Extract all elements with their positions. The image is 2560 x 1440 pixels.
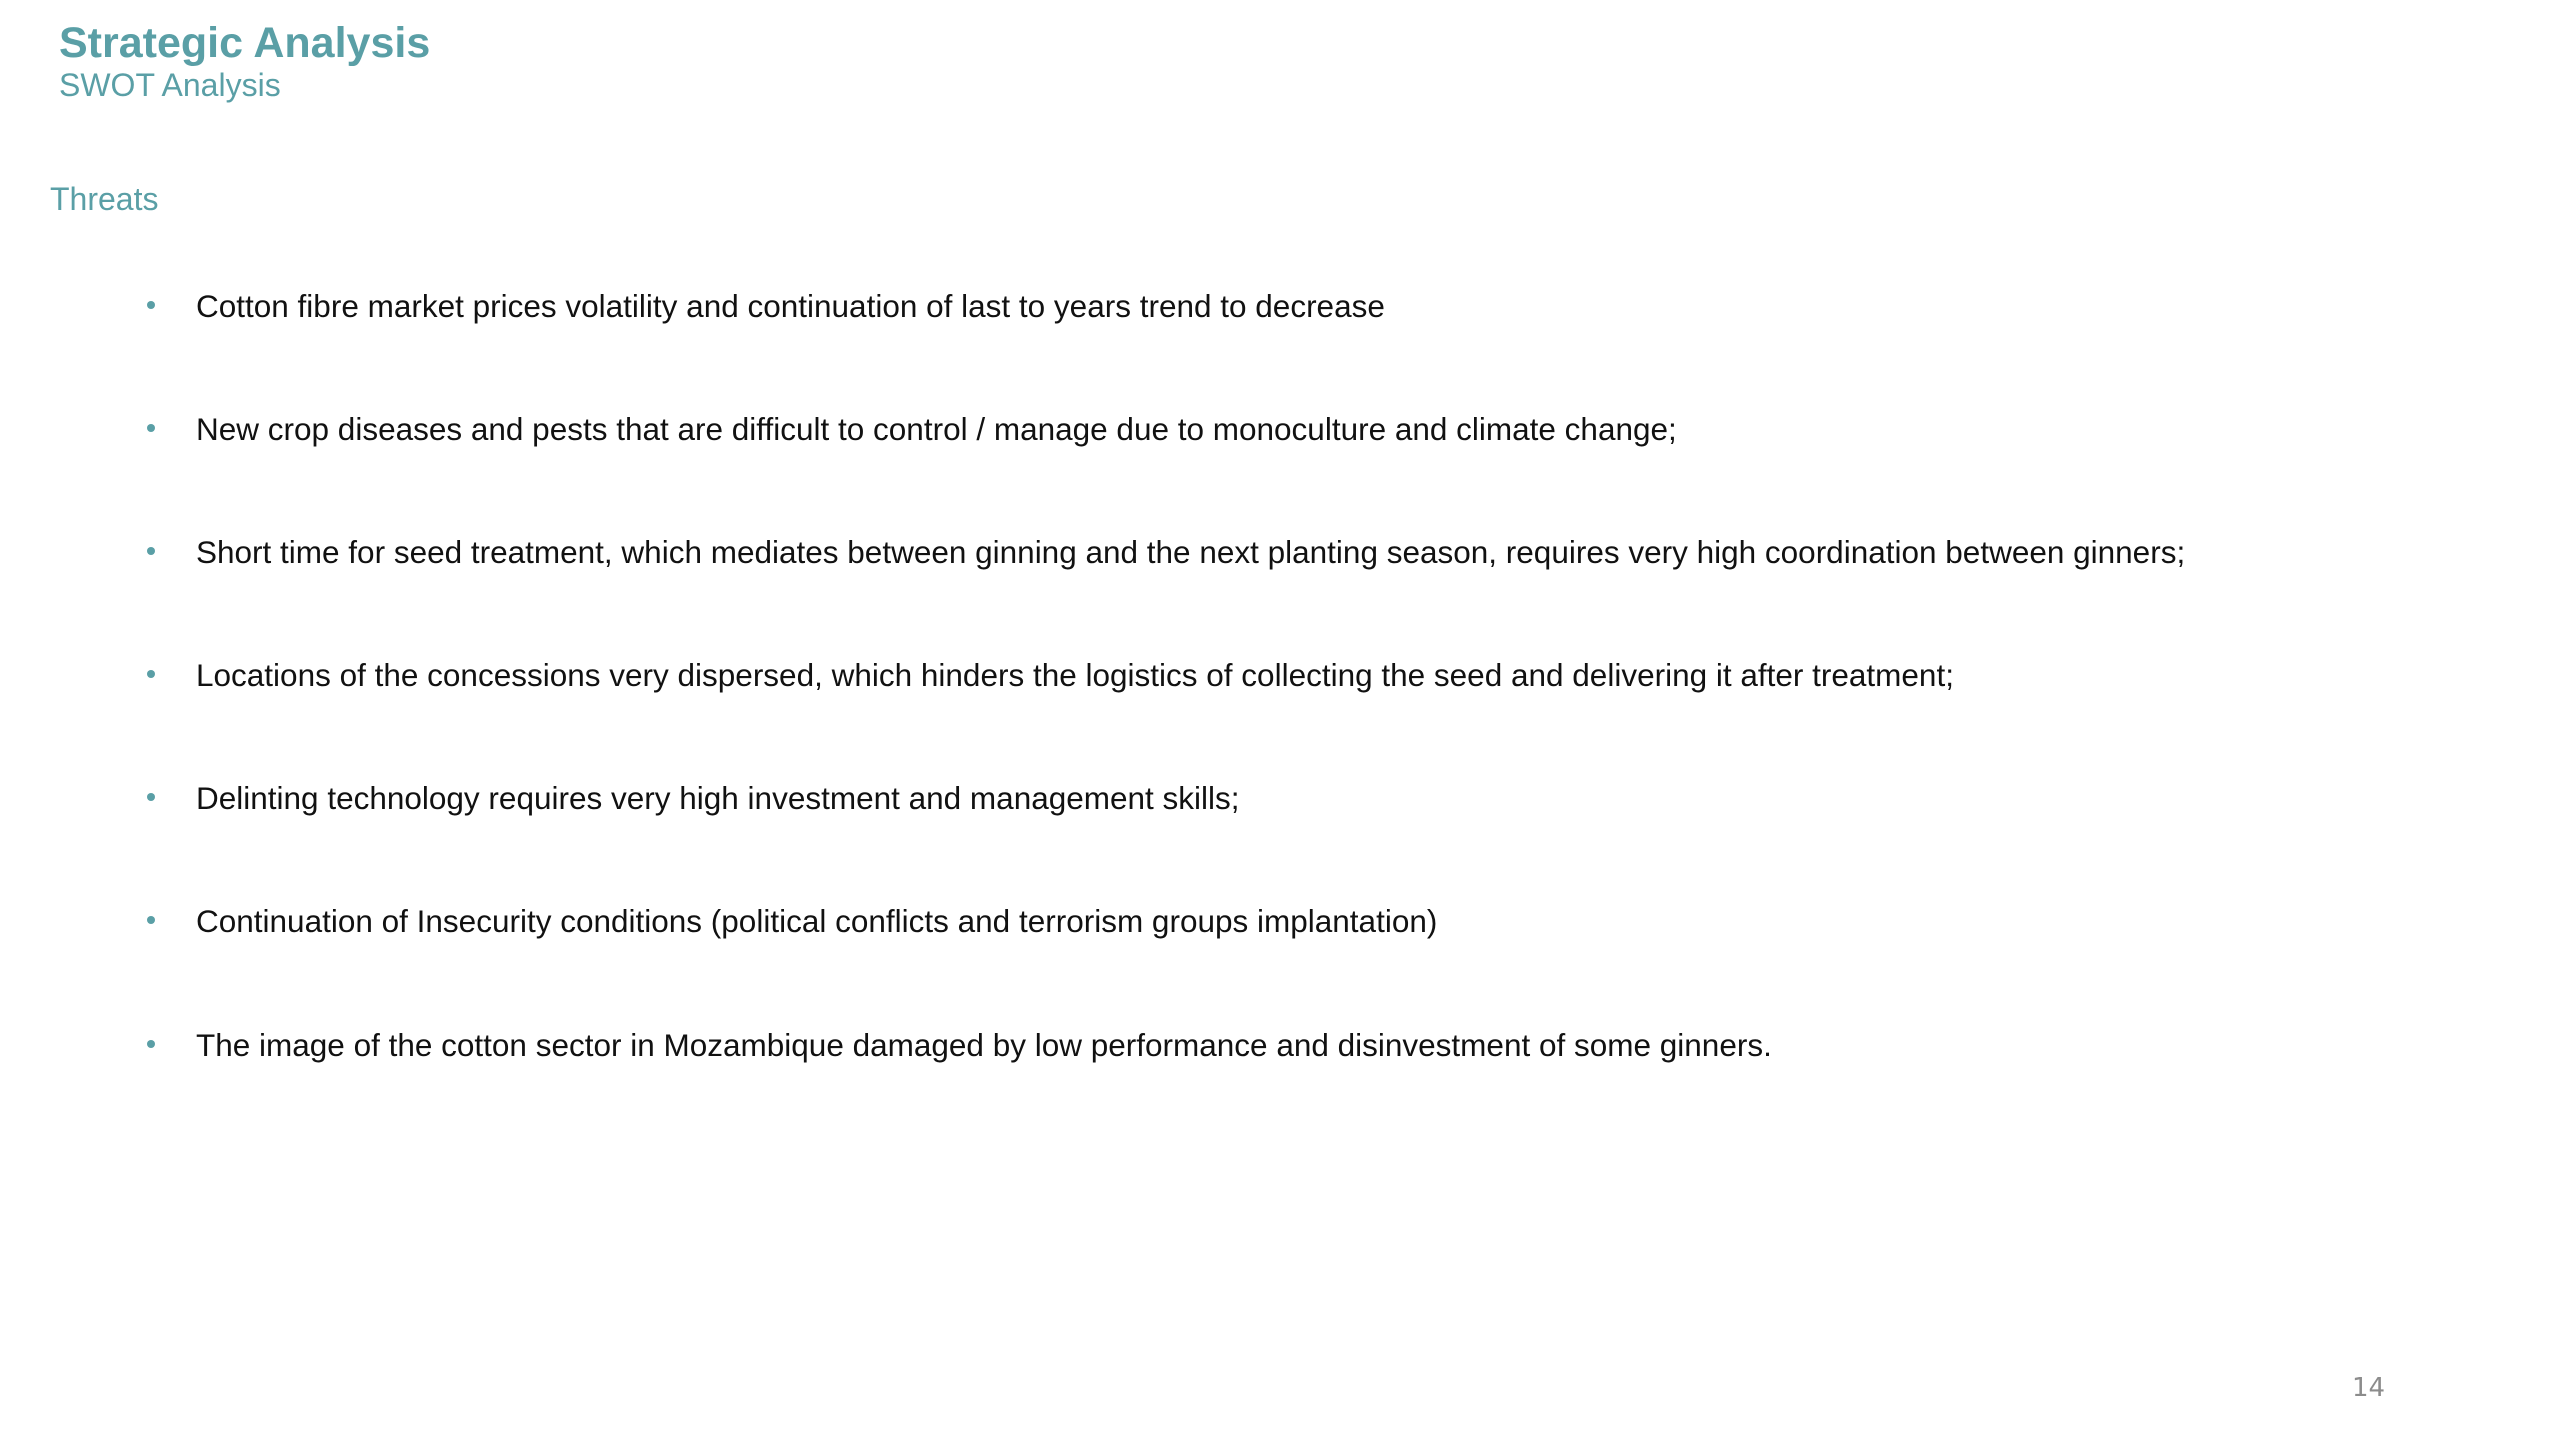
page-subtitle: SWOT Analysis xyxy=(59,67,281,103)
list-item-text: Delinting technology requires very high investment and management skills; xyxy=(196,780,1240,816)
list-item xyxy=(0,653,2400,697)
list-item xyxy=(0,776,2400,820)
list-item-text: Locations of the concessions very dispersed, which hinders the logistics of collecting the seed and delivering it after treatment; xyxy=(196,657,1954,693)
list-item xyxy=(0,284,2400,328)
bullet-icon xyxy=(147,670,155,678)
list-item-text: Cotton fibre market prices volatility and continuation of last to years trend to decrease xyxy=(196,288,1385,324)
list-item xyxy=(0,899,2400,943)
bullet-icon xyxy=(147,1040,155,1048)
list-item xyxy=(0,407,2400,451)
list-item-text: New crop diseases and pests that are difficult to control / manage due to monoculture and climate change; xyxy=(196,411,1677,447)
list-item-text: Continuation of Insecurity conditions (political conflicts and terrorism groups implantation) xyxy=(196,903,1438,939)
list-item-text: The image of the cotton sector in Mozambique damaged by low performance and disinvestment of some ginners. xyxy=(196,1027,1772,1063)
list-item-text: Short time for seed treatment, which mediates between ginning and the next planting season, requires very high coordination between ginners; xyxy=(196,534,2186,570)
page-title: Strategic Analysis xyxy=(59,19,431,67)
bullet-icon xyxy=(147,547,155,555)
bullet-icon xyxy=(147,793,155,801)
section-heading-threats: Threats xyxy=(50,181,159,217)
bullet-icon xyxy=(147,301,155,309)
list-item xyxy=(0,530,2400,574)
bullet-icon xyxy=(147,916,155,924)
page-number: 14 xyxy=(2352,1373,2386,1403)
list-item xyxy=(0,1023,2400,1067)
bullet-icon xyxy=(147,424,155,432)
